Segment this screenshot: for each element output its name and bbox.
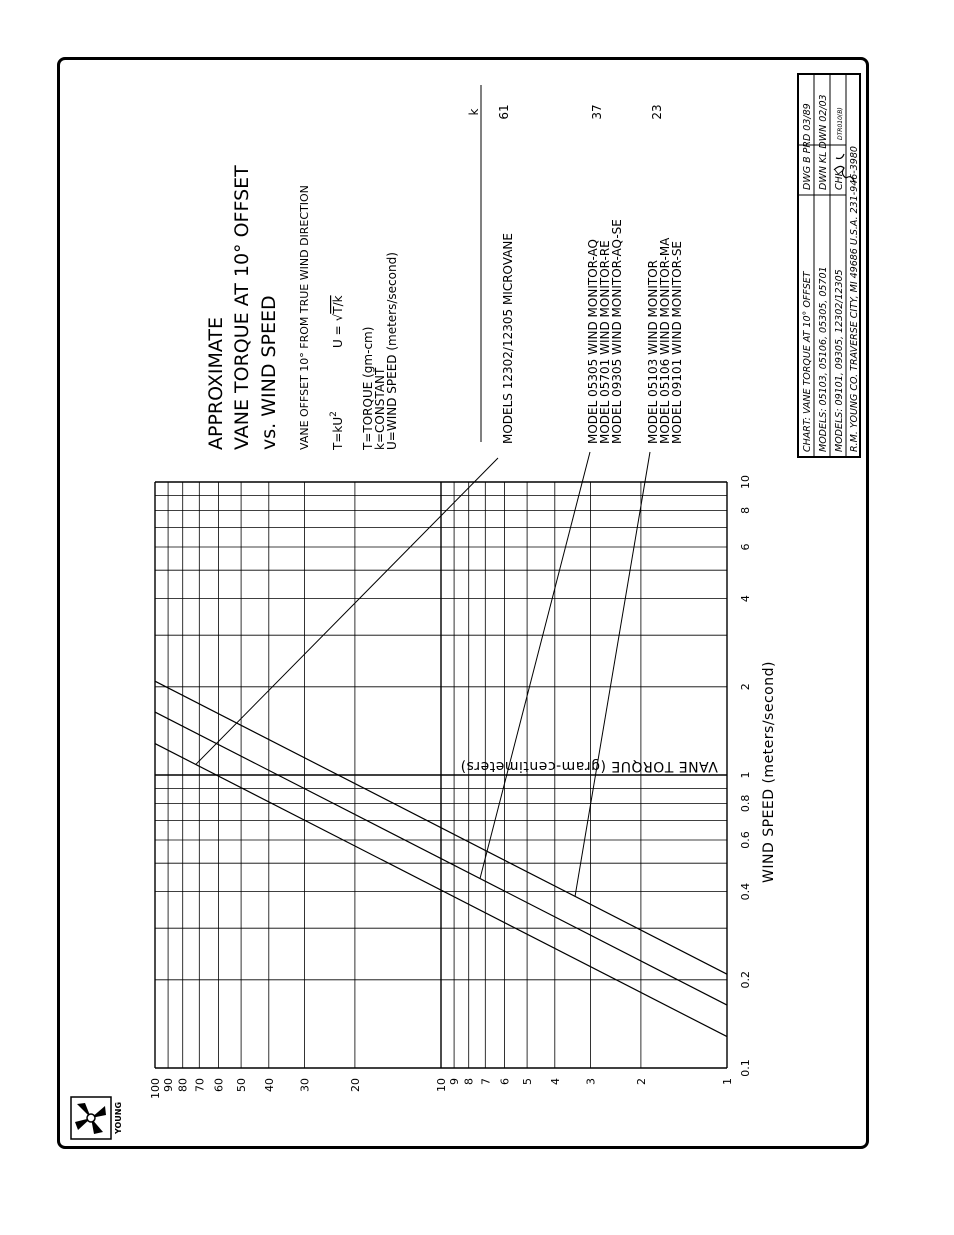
chart-title-line-3: vs. WIND SPEED (258, 295, 280, 450)
title-block-company: R.M. YOUNG CO. TRAVERSE CITY, MI 49686 U.S.A. 231-946-3980 (849, 146, 860, 452)
torque-definition: T=TORQUE (gm-cm) (361, 326, 375, 450)
leader-line-k23 (575, 452, 650, 897)
model-name: MODEL 05103 WIND MONITOR (646, 260, 660, 444)
title-block-dwn: DWN KL DWN 02/03 (818, 94, 829, 190)
torque-tick-label: 3 (584, 1078, 598, 1085)
model-name: MODEL 05305 WIND MONITOR-AQ (586, 239, 600, 444)
torque-formula (329, 411, 345, 451)
torque-tick-label: 100 (149, 1078, 162, 1099)
torque-tick-label: 50 (235, 1078, 249, 1092)
k-value: 23 (650, 104, 664, 120)
speed-tick-label: 4 (739, 595, 752, 603)
k-value: 37 (590, 104, 604, 120)
speed-tick-label: 8 (739, 506, 752, 514)
title-block-chart: CHART: VANE TORQUE AT 10° OFFSET (802, 271, 813, 452)
x-axis-label: WIND SPEED (meters/second) (761, 661, 777, 883)
chart-title-line-2: VANE TORQUE AT 10° OFFSET (231, 165, 253, 450)
torque-tick-label: 4 (548, 1078, 562, 1085)
chart-title-line-1: APPROXIMATE (205, 317, 227, 450)
torque-tick-label: 10 (435, 1078, 448, 1092)
model-name: MODEL 05701 WIND MONITOR-RE (598, 240, 612, 444)
torque-tick-label: 1 (721, 1078, 734, 1085)
torque-tick-label: 6 (498, 1078, 512, 1085)
torque-tick-label: 30 (298, 1078, 312, 1092)
model-name: MODEL 09305 WIND MONITOR-AQ-SE (610, 219, 624, 444)
title-block-models-2: MODELS: 09101, 09305, 12302/12305 (834, 269, 845, 452)
speed-definition: U=WIND SPEED (meters/second) (385, 252, 399, 450)
speed-tick-label: 6 (739, 543, 752, 551)
speed-tick-label: 0.8 (739, 794, 752, 813)
title-block (798, 74, 860, 457)
k-column-header: k (467, 108, 481, 116)
y-axis-label: VANE TORQUE (gram-centimeters) (460, 758, 718, 774)
speed-tick-label: 0.2 (739, 971, 752, 989)
speed-formula-prefix: U = (331, 325, 345, 348)
k-value: 61 (497, 104, 511, 120)
torque-tick-label: 20 (348, 1078, 362, 1092)
torque-tick-label: 70 (193, 1078, 207, 1092)
chart-grid (155, 482, 727, 1068)
torque-tick-label: 90 (162, 1078, 176, 1092)
torque-tick-label: 5 (521, 1078, 535, 1085)
radical-sign: √ (331, 313, 345, 322)
speed-tick-label: 0.1 (739, 1059, 752, 1077)
torque-formula-exponent: 2 (329, 411, 339, 417)
torque-tick-label: 80 (176, 1078, 190, 1092)
title-block-dwg: DWG B PRD 03/89 (802, 103, 813, 190)
model-name: MODEL 09101 WIND MONITOR-SE (670, 240, 684, 444)
torque-tick-label: 2 (634, 1078, 648, 1085)
speed-tick-label: 1 (739, 771, 752, 779)
model-name: MODEL 05106 WIND MONITOR-MA (658, 237, 672, 444)
offset-note: VANE OFFSET 10° FROM TRUE WIND DIRECTION (298, 185, 311, 450)
title-block-models-1: MODELS: 05103, 05106, 05305, 05701 (818, 266, 829, 452)
speed-tick-label: 2 (739, 683, 752, 691)
torque-tick-label: 60 (212, 1078, 226, 1092)
title-block-chk: CHK (834, 169, 845, 190)
logo-text: YOUNG (114, 1101, 123, 1135)
torque-tick-label: 8 (462, 1078, 476, 1085)
leader-line-k37 (480, 452, 590, 878)
title-block-ref: DTR010(B) (837, 107, 844, 140)
torque-tick-label: 9 (448, 1078, 462, 1085)
torque-formula-base: T=kU (331, 416, 345, 450)
constant-definition: k=CONSTANT (373, 367, 387, 450)
speed-formula-radicand: T/k (331, 295, 345, 314)
torque-tick-label: 40 (262, 1078, 276, 1092)
torque-tick-label: 7 (479, 1078, 493, 1085)
speed-tick-label: 0.4 (739, 882, 752, 901)
speed-tick-label: 10 (739, 475, 752, 489)
model-legend (497, 104, 684, 444)
speed-tick-label: 0.6 (739, 831, 752, 849)
chart-leader-lines (196, 452, 650, 897)
model-name: MODELS 12302/12305 MICROVANE (501, 233, 515, 444)
speed-formula (331, 295, 345, 348)
